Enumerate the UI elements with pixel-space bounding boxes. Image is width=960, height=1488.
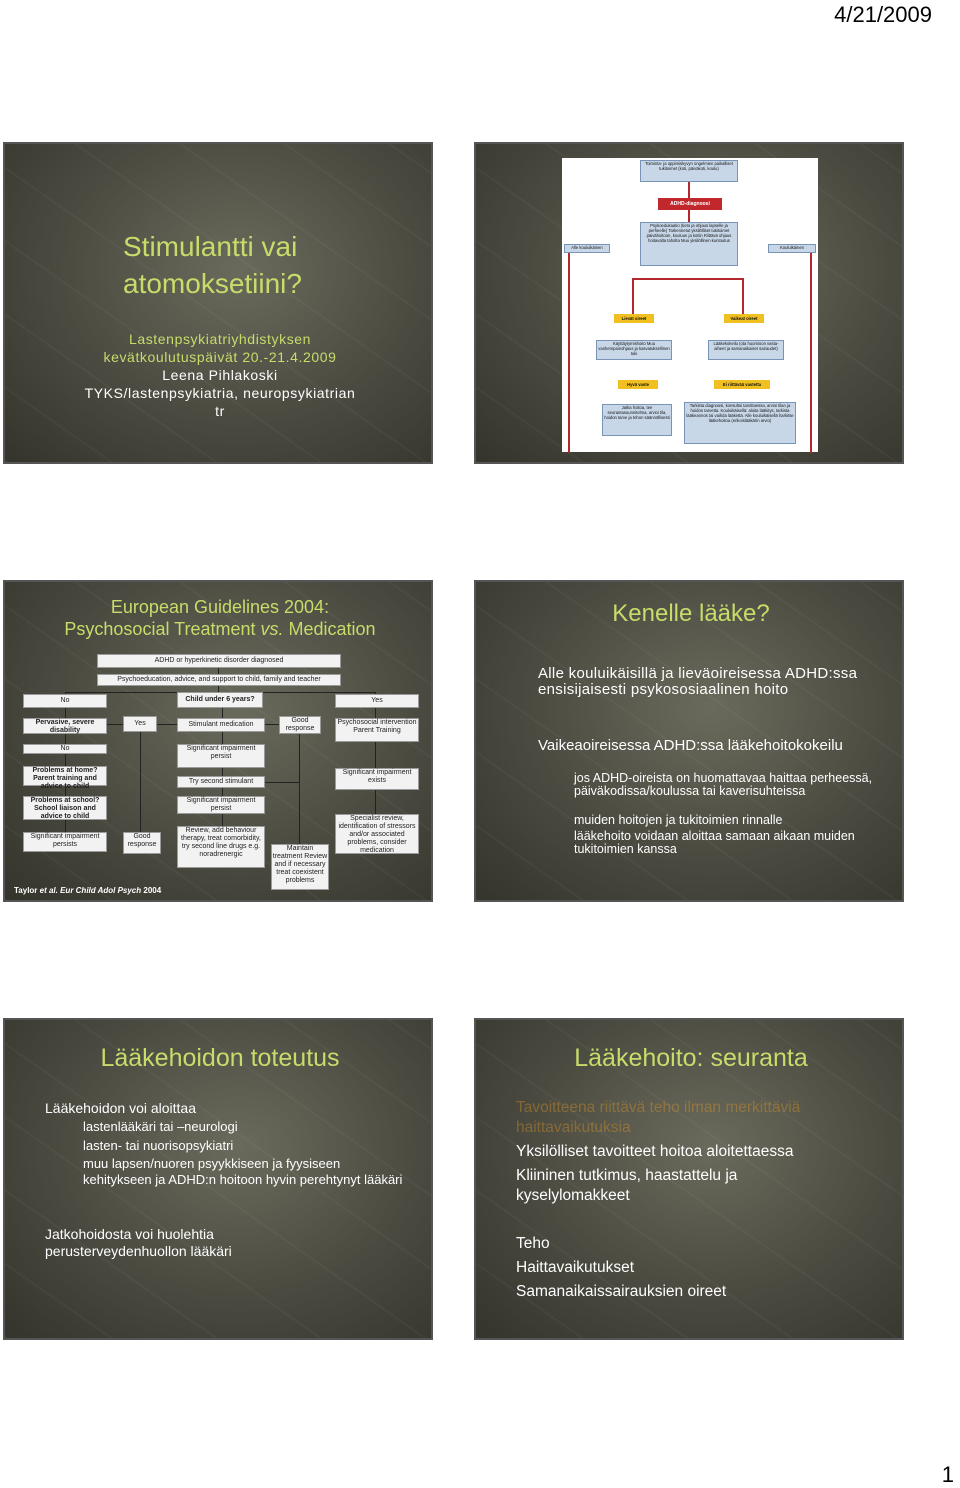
flow-medication-trial: Lääkekokeilu (ota huomioon vasta-aiheet ja samanaikaiset sairaudet) [708,340,784,360]
slide-6-line-3: Teho [516,1235,550,1252]
slide-5-title: Lääkehoidon toteutus [100,1044,340,1072]
flow-under-school-age: Alle kouluikäinen [564,244,610,253]
fc-review-behaviour-therapy: Review, add behaviour therapy, treat comorbidity, try second line drugs e.g. noradrenergic [177,826,265,868]
slide-4-sub-1: jos ADHD-oireista on huomattavaa haittaa perheessä, päiväkodissa/koulussa tai kaverisuhteissa [574,771,873,798]
slide-5-sub-3: muu lapsen/nuoren psyykkiseen ja fyysiseen kehitykseen ja ADHD:n hoitoon hyvin perehtynyt lääkäri [83,1156,403,1187]
slide-4-paragraph-2: Vaikeaoireisessa ADHD:ssa lääkehoitokokeilu [538,737,843,754]
slide-5-line-1: Lääkehoidon voi aloittaa [45,1100,197,1116]
slide-4 [474,580,904,902]
slide-3-citation [14,886,161,895]
fc-yes-2: Yes [123,716,157,732]
fc-maintain-treatment: Maintain treatment Review and if necessary treat coexistent problems [271,844,329,890]
fc-no-2: No [23,744,107,754]
flow-diagnosis: ADHD-diagnoosi [658,198,722,210]
fc-pervasive-disability: Pervasive, severe disability [23,718,107,734]
citation-journal: et al. Eur Child Adol Psych [39,886,142,895]
fc-stimulant-medication: Stimulant medication [177,718,265,732]
fc-psychosocial-intervention: Psychosocial intervention Parent Training [335,718,419,742]
flow-school-age: Kouluikäinen [768,244,816,253]
slide-6-line-1: Yksilölliset tavoitteet hoitoa aloitettaessa [516,1143,794,1160]
slide-3-title-line-2-suffix: Medication [283,619,376,639]
page-number: 1 [941,1462,954,1487]
slide-3-title-line-2-prefix: Psychosocial Treatment [64,619,261,639]
affiliation-line-2: tr [215,403,225,419]
slide-5-sub-1: lastenlääkäri tai –neurologi [83,1119,238,1134]
slide-6-title: Lääkehoito: seuranta [574,1044,808,1072]
header-date: 4/21/2009 [834,2,932,27]
slide-3-title [5,596,433,640]
subtitle-line-1: Lastenpsykiatriyhdistyksen [128,331,312,347]
slide-6-line-2: Kliininen tutkimus, haastattelu ja kyselylomakkeet [516,1167,738,1204]
flow-good-response: Hyvä vaste [618,380,658,389]
flow-continue-treatment: Jatka hoitoa, tee seurantasuunnitelma, arvioi tila, hoidon tarve ja tehon säännöllisesti [602,404,672,436]
flow-check-diagnosis: Tarkista diagnoosi, konsultoi tarvittaessa, arvioi tilan ja hoidon tarvetta. Kouluikäisellä: aloita lääkitys, tarkista lääkeannos tai vaihda lääkettä. Alle kouluikäisellä harkitse lääkehoitoa (erikoislääkärin arvio) [684,402,796,444]
fc-good-response-left: Good response [123,832,161,854]
flow-behavior-therapy: Käyttäytymishoito Muu vanhempainohjaus ja kasvatuksellinen tuki [596,340,672,360]
fc-try-second-stimulant: Try second stimulant [177,776,265,788]
affiliation-line-1: TYKS/lastenpsykiatria, neuropsykiatrian [84,385,356,401]
flow-psychoeducation: Psykoedukaatio (tieto ja ohjaus lapselle ja perheelle) Tarkennetut yksilölliset tukitoimet päivähoitoon, kouluun ja kotiin Riittävä ohjaus hoitavalta taholta Muu yksilöllinen kuntoutus [640,222,738,266]
fc-significant-impairment-persists: Significant impairment persists [23,832,107,852]
fc-significant-impairment-exists: Significant impairment exists [335,768,419,790]
flow-severe-symptoms: Vaikeat oireet [724,314,764,323]
subtitle-line-2: kevätkoulutuspäivät 20.-21.4.2009 [103,349,337,365]
fc-specialist-review: Specialist review, identification of stressors and/or associated problems, consider medication [335,814,419,854]
fc-significant-impairment-1: Significant impairment persist [177,744,265,768]
slide-6-line-4: Haittavaikutukset [516,1259,635,1276]
flow-mild-symptoms: Lievät oireet [614,314,654,323]
fc-child-under-6: Child under 6 years? [177,692,263,708]
flow-top-box: Toiminta- ja oppimiskyvyn ongelmien paikalliset tukitoimet (koti, päiväkoti, koulu) [640,160,738,182]
slide-1 [3,142,433,464]
fc-no: No [23,694,107,708]
slide-5-sub-2: lasten- tai nuorisopsykiatri [83,1138,234,1153]
citation-author: Taylor [14,886,40,895]
slide-4-title: Kenelle lääke? [612,600,770,627]
slide-1-subtitle [5,330,433,420]
fc-significant-impairment-2: Significant impairment persist [177,796,265,814]
slide-3-title-line-1: European Guidelines 2004: [110,597,330,617]
slide-4-paragraph-1: Alle kouluikäisillä ja lieväoireisessa ADHD:ssa ensisijaisesti psykososiaalinen hoito [538,665,858,698]
fc-problems-at-school: Problems at school? School liaison and advice to child [23,796,107,820]
fc-good-response-top: Good response [279,716,321,734]
fc-problems-at-home: Problems at home? Parent training and advice to child [23,766,107,786]
slide-6-faded-line: Tavoitteena riittävä teho ilman merkittäviä haittavaikutuksia [516,1099,801,1136]
author-name: Leena Pihlakoski [162,367,278,383]
slide-1-title: Stimulantti vai atomoksetiini? [123,231,302,299]
slide-4-sub-3: lääkehoito voidaan aloittaa samaan aikaan muiden tukitoimien kanssa [574,829,855,856]
slide-4-sub-2: muiden hoitojen ja tukitoimien rinnalle [574,813,783,827]
slide-6 [474,1018,904,1340]
slide-2 [474,142,904,464]
slide-5 [3,1018,433,1340]
fc-psychoeducation: Psychoeducation, advice, and support to child, family and teacher [97,674,341,686]
slide-6-line-5: Samanaikaissairauksien oireet [516,1283,727,1300]
adhd-care-flowchart-image [562,158,818,452]
slide-3-title-vs: vs. [260,619,284,639]
slide-5-line-2: Jatkohoidosta voi huolehtia perusterveydenhuollon lääkäri [45,1226,232,1259]
fc-yes: Yes [335,694,419,708]
slide-3 [3,580,433,902]
fc-adhd-diagnosed: ADHD or hyperkinetic disorder diagnosed [97,654,341,668]
citation-year: 2004 [141,886,162,895]
flow-insufficient-response: Ei riittävää vastetta [714,380,770,389]
